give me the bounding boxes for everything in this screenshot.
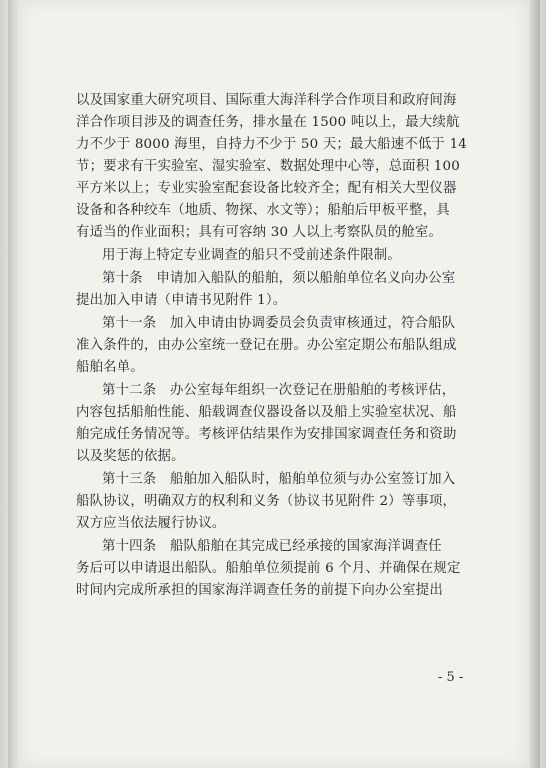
paragraph-line: 务后可以申请退出船队。船舶单位须提前 6 个月、并确保在规定 <box>76 561 461 576</box>
paragraph-article-11 <box>76 313 478 379</box>
paragraph-line: 以及奖惩的依据。 <box>76 449 185 464</box>
paragraph-line: 准入条件的，由办公室统一登记在册。办公室定期公布船队组成 <box>76 338 457 353</box>
paragraph-line: 洋合作项目涉及的调查任务，排水量在 1500 吨以上，最大续航 <box>76 115 460 130</box>
paragraph-line: 第十二条 办公室每年组织一次登记在册船舶的考核评估， <box>102 383 456 398</box>
paragraph-special-vessels <box>76 245 478 267</box>
paragraph-article-10 <box>76 268 478 312</box>
paragraph-line: 节；要求有干实验室、湿实验室、数据处理中心等，总面积 100 <box>76 159 460 174</box>
scan-right-edge <box>530 0 540 768</box>
paragraph-line: 设备和各种绞车（地质、物探、水文等）；船舶后甲板平整，具 <box>76 203 450 218</box>
document-page <box>18 0 528 768</box>
document-body <box>76 90 478 603</box>
paragraph-line: 时间内完成所承担的国家海洋调查任务的前提下向办公室提出 <box>76 583 443 598</box>
paragraph-vessel-requirements <box>76 90 478 244</box>
paragraph-line: 第十一条 加入申请由协调委员会负责审核通过，符合船队 <box>102 316 456 331</box>
paragraph-article-13 <box>76 469 478 535</box>
paragraph-line: 有适当的作业面积；具有可容纳 30 人以上考察队员的舱室。 <box>76 225 443 240</box>
paragraph-line: 力不少于 8000 海里，自持力不少于 50 天；最大船速不低于 14 <box>76 137 468 152</box>
paragraph-line: 以及国家重大研究项目、国际重大海洋科学合作项目和政府间海 <box>76 93 457 108</box>
paragraph-line: 内容包括船舶性能、船载调查仪器设备以及船上实验室状况、船 <box>76 405 457 420</box>
paragraph-line: 平方米以上；专业实验室配套设备比较齐全；配有相关大型仪器 <box>76 181 457 196</box>
paragraph-line: 第十条 申请加入船队的船舶，须以船舶单位名义向办公室 <box>102 271 456 286</box>
paragraph-line: 舶完成任务情况等。考核评估结果作为安排国家调查任务和资助 <box>76 427 457 442</box>
page-number: - 5 - <box>438 670 464 685</box>
paragraph-line: 第十三条 船舶加入船队时，船舶单位须与办公室签订加入 <box>102 472 456 487</box>
paragraph-article-12 <box>76 380 478 468</box>
paragraph-line: 提出加入申请（申请书见附件 1）。 <box>76 293 287 308</box>
paragraph-line: 双方应当依法履行协议。 <box>76 516 226 531</box>
paragraph-line: 船队协议，明确双方的权利和义务（协议书见附件 2）等事项， <box>76 494 457 509</box>
paragraph-line: 船舶名单。 <box>76 360 144 375</box>
paragraph-line: 用于海上特定专业调查的船只不受前述条件限制。 <box>102 248 401 263</box>
paragraph-article-14 <box>76 536 478 602</box>
paragraph-line: 第十四条 船队船舶在其完成已经承接的国家海洋调查任 <box>102 539 442 554</box>
